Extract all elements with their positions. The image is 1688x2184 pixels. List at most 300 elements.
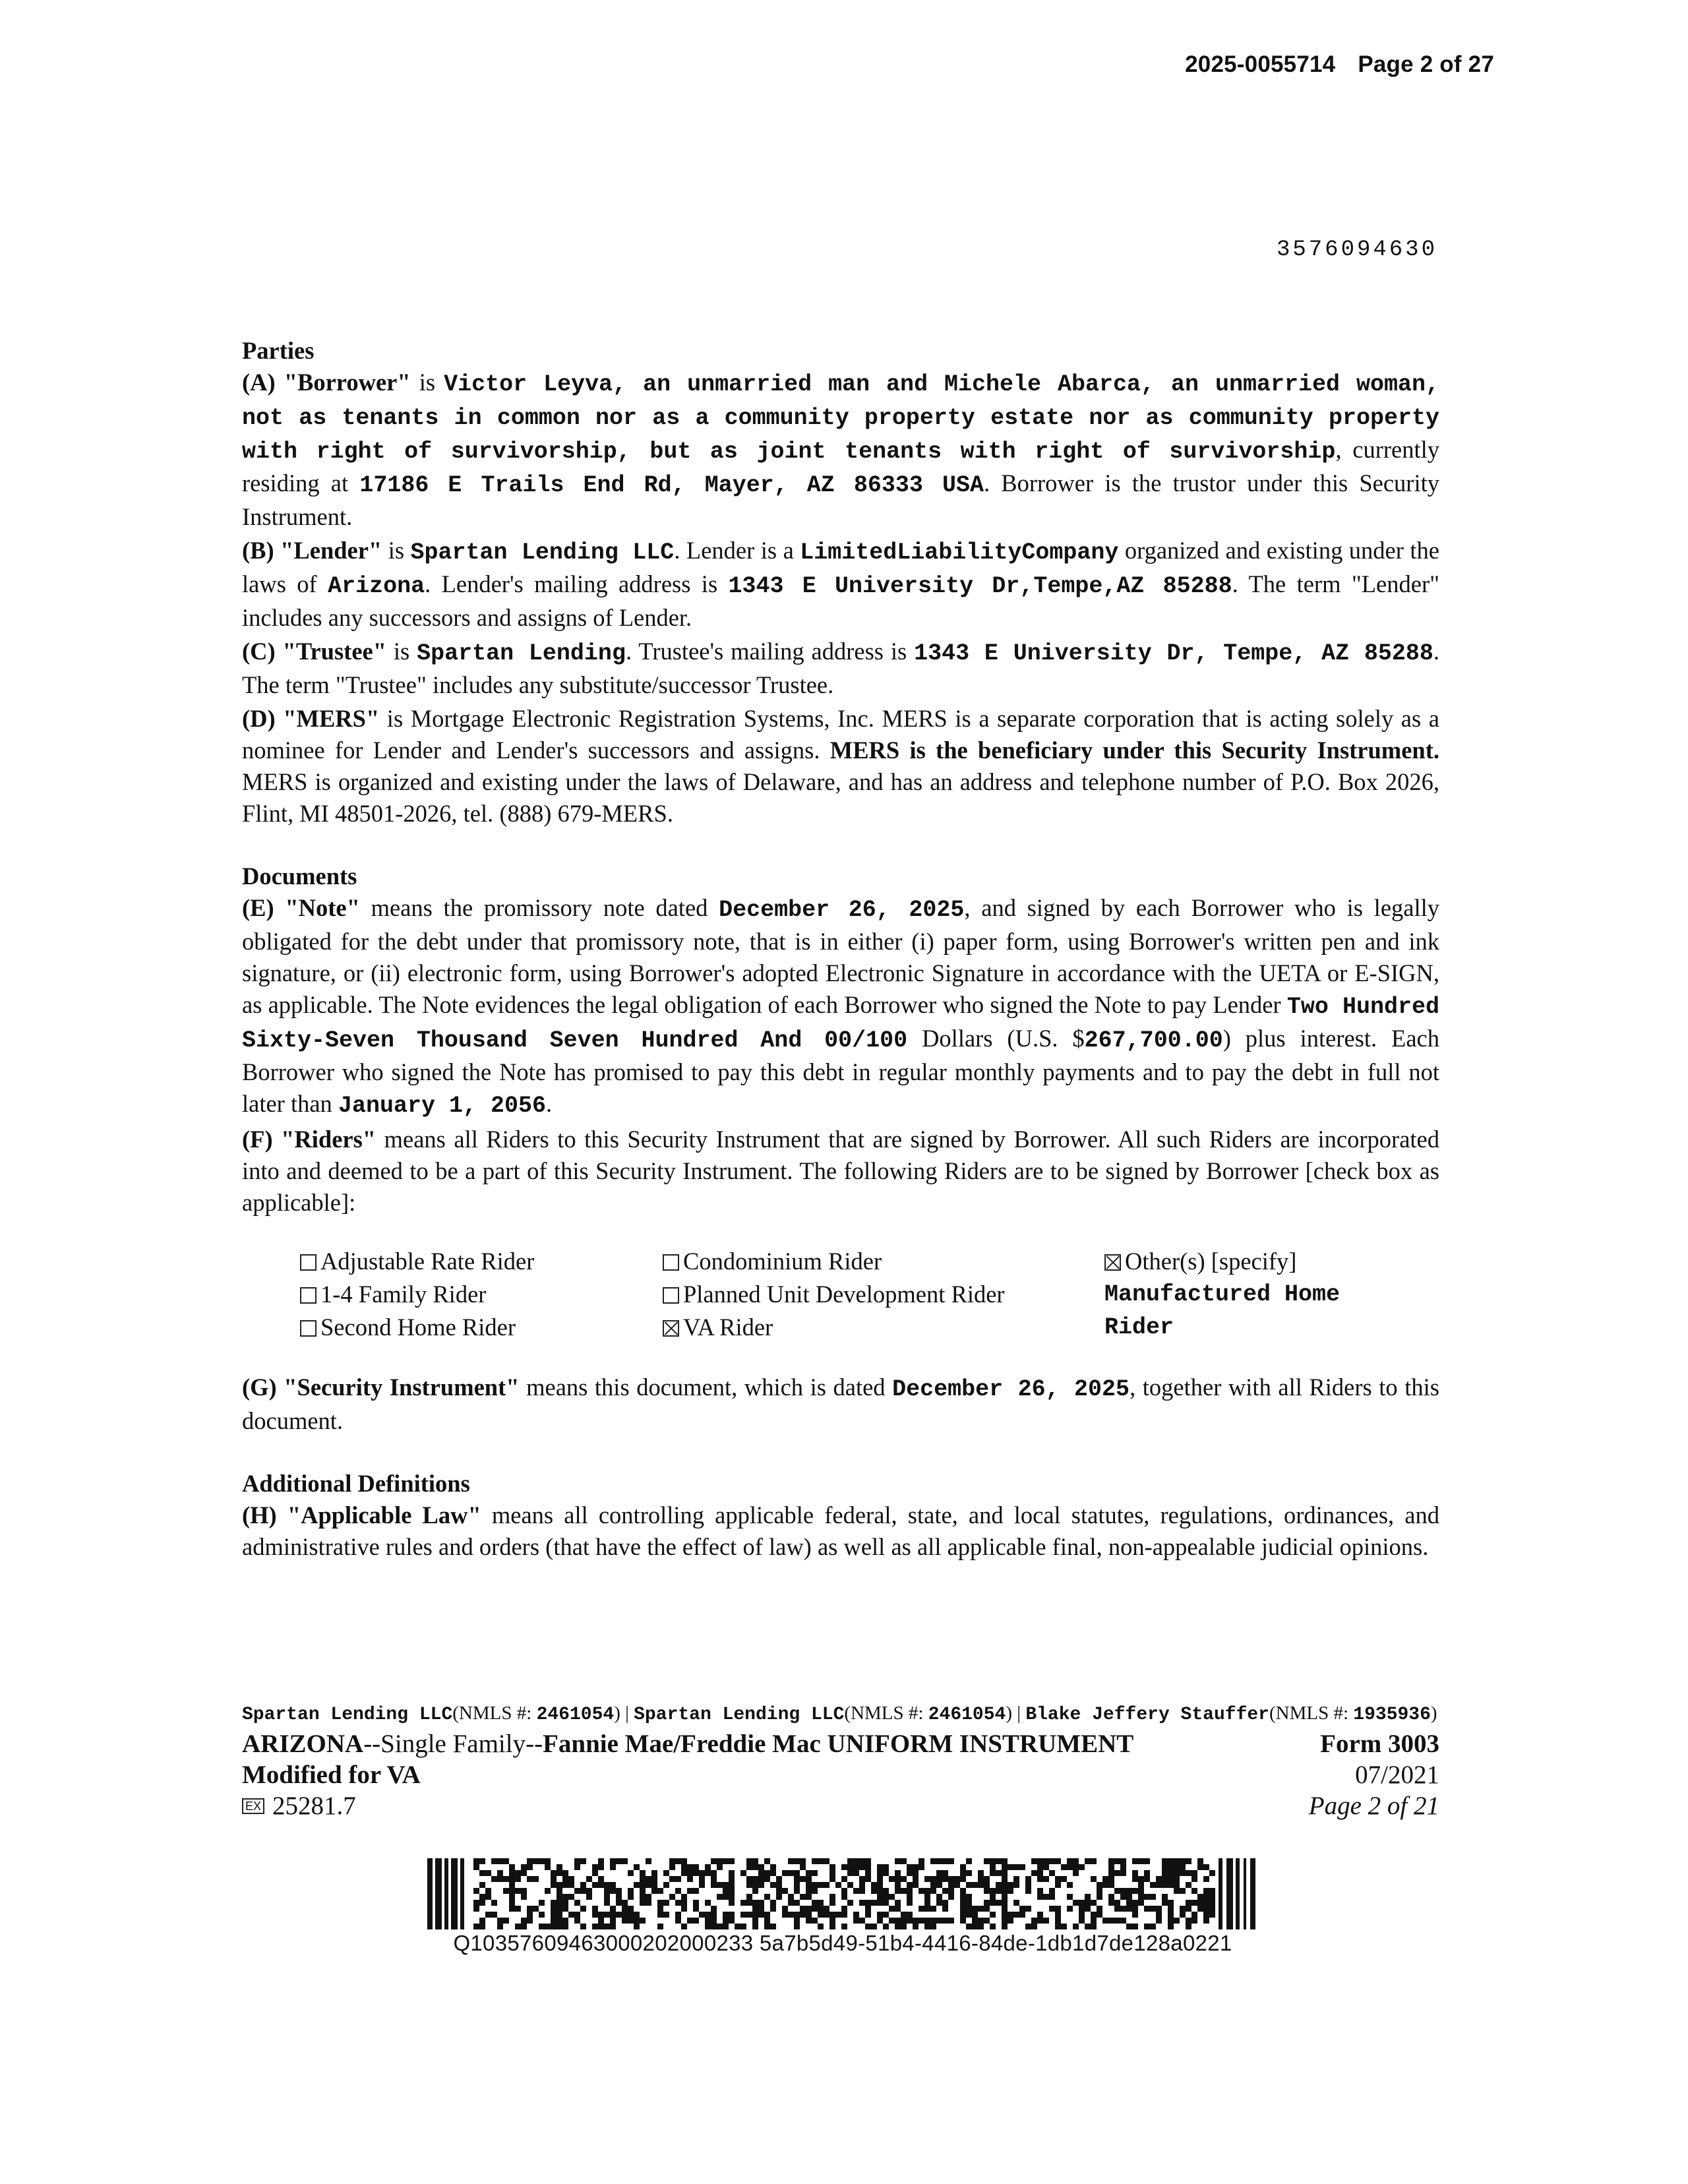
barcode-module: [628, 1888, 634, 1894]
barcode-module: [1168, 1900, 1174, 1906]
barcode-module: [1203, 1918, 1209, 1924]
barcode-module: [1144, 1924, 1150, 1929]
barcode-module: [835, 1882, 841, 1888]
barcode-module: [746, 1894, 752, 1900]
barcode-module: [1073, 1858, 1079, 1864]
barcode-module: [717, 1924, 723, 1929]
barcode-module: [497, 1876, 503, 1882]
barcode-module: [717, 1894, 723, 1900]
barcode-module: [687, 1876, 693, 1882]
barcode-module: [693, 1864, 699, 1870]
barcode-module: [1025, 1876, 1031, 1882]
barcode-module: [764, 1858, 770, 1864]
barcode-module: [533, 1858, 539, 1864]
barcode-module: [1132, 1900, 1138, 1906]
barcode-module: [895, 1882, 901, 1888]
barcode-module: [758, 1900, 764, 1906]
barcode-module: [889, 1906, 895, 1912]
barcode-module: [812, 1858, 818, 1864]
barcode-module: [460, 1858, 464, 1929]
barcode-module: [435, 1858, 442, 1929]
barcode-module: [723, 1894, 729, 1900]
trustee-label: (C) "Trustee": [242, 638, 386, 665]
barcode-module: [1162, 1876, 1168, 1882]
form-date: 07/2021: [1355, 1761, 1439, 1789]
barcode-module: [972, 1912, 978, 1918]
barcode-module: [907, 1900, 913, 1906]
barcode-module: [1203, 1876, 1209, 1882]
barcode-module: [841, 1864, 847, 1870]
barcode-module: [1085, 1906, 1091, 1912]
barcode-module: [681, 1894, 687, 1900]
barcode-module: [746, 1858, 752, 1864]
barcode-module: [829, 1918, 835, 1924]
barcode-module: [1031, 1870, 1037, 1876]
barcode-module: [1162, 1858, 1168, 1864]
barcode-module: [919, 1858, 924, 1864]
barcode-module: [551, 1870, 557, 1876]
barcode-module: [1037, 1888, 1043, 1894]
barcode-module: [663, 1882, 669, 1888]
barcode-module: [1132, 1912, 1138, 1918]
barcode-module: [616, 1912, 622, 1918]
barcode-module: [960, 1918, 966, 1924]
barcode-module: [1126, 1894, 1132, 1900]
barcode-module: [794, 1900, 800, 1906]
barcode-module: [527, 1918, 533, 1924]
barcode-module: [1174, 1918, 1180, 1924]
barcode-module: [687, 1870, 693, 1876]
barcode-module: [752, 1882, 758, 1888]
barcode-module: [901, 1858, 907, 1864]
barcode-module: [1209, 1870, 1215, 1876]
barcode-module: [1162, 1864, 1168, 1870]
barcode-module: [604, 1882, 610, 1888]
security-instrument-definition: (G) "Security Instrument" means this document, which is dated December 26, 2025, together with all Riders to this document.: [242, 1374, 1439, 1434]
barcode-module: [806, 1912, 812, 1918]
barcode-module: [1186, 1882, 1191, 1888]
barcode-module: [699, 1876, 705, 1882]
checkbox-checked-icon[interactable]: [663, 1320, 679, 1337]
barcode-module: [485, 1870, 491, 1876]
section-title-additional-definitions: Additional Definitions: [242, 1470, 470, 1497]
barcode-module: [1091, 1924, 1097, 1929]
barcode-module: [1061, 1864, 1067, 1870]
barcode-module: [895, 1924, 901, 1929]
barcode-module: [824, 1912, 829, 1918]
barcode-module: [646, 1882, 651, 1888]
checkbox-checked-icon[interactable]: [1104, 1254, 1121, 1271]
barcode-module: [895, 1888, 901, 1894]
barcode-module: [634, 1918, 640, 1924]
barcode-module: [580, 1906, 586, 1912]
barcode-module: [883, 1900, 889, 1906]
barcode-module: [984, 1858, 990, 1864]
barcode-module: [865, 1906, 871, 1912]
barcode-module: [1008, 1864, 1013, 1870]
barcode-module: [806, 1870, 812, 1876]
barcode-module: [1102, 1918, 1108, 1924]
barcode-module: [562, 1906, 568, 1912]
barcode-module: [473, 1906, 479, 1912]
barcode-module: [895, 1876, 901, 1882]
barcode-module: [1138, 1894, 1144, 1900]
rider-1-4-family[interactable]: 1-4 Family Rider: [300, 1278, 663, 1311]
security-instrument-label: (G) "Security Instrument": [242, 1374, 520, 1401]
barcode-module: [1168, 1882, 1174, 1888]
barcode-module: [1002, 1864, 1008, 1870]
barcode-module: [960, 1888, 966, 1894]
barcode-module: [1162, 1894, 1168, 1900]
barcode-module: [752, 1858, 758, 1864]
checkbox-unchecked-icon[interactable]: [300, 1320, 316, 1337]
barcode-module: [1191, 1876, 1197, 1882]
checkbox-unchecked-icon[interactable]: [663, 1287, 679, 1304]
barcode-module: [598, 1864, 604, 1870]
barcode-module: [1168, 1912, 1174, 1918]
barcode-module: [752, 1876, 758, 1882]
barcode-module: [829, 1876, 835, 1882]
barcode-module: [740, 1870, 746, 1876]
barcode-module: [699, 1882, 705, 1888]
barcode-module: [930, 1906, 936, 1912]
barcode-module: [984, 1888, 990, 1894]
barcode-module: [1180, 1888, 1186, 1894]
barcode-module: [960, 1894, 966, 1900]
barcode-module: [889, 1876, 895, 1882]
barcode-module: [1174, 1864, 1180, 1870]
document-body: [242, 335, 1439, 1565]
barcode-module: [996, 1888, 1002, 1894]
barcode-module: [800, 1894, 806, 1900]
note-definition: (E) "Note" means the promissory note dated December 26, 2025, and signed by each Borrower who is legally obligated for the debt under that promissory note, that is in either (i) paper form, using Borrower's written pen and ink signature, or (ii) electronic form, using Borrower's adopted Electronic Signature in accordance with the UETA or E-SIGN, as applicable. The Note evidences the legal obligation of each Borrower who signed the Note to pay Lender Two Hundred Sixty-Seven Thousand Seven Hundred And 00/100 Dollars (U.S. $267,700.00) plus interest. Each Borrower who signed the Note has promised to pay this debt in regular monthly payments and to pay the debt in full not later than January 1, 2056.: [242, 894, 1440, 1119]
barcode-module: [562, 1900, 568, 1906]
barcode-module: [1002, 1912, 1008, 1918]
barcode-module: [794, 1888, 800, 1894]
barcode-module: [895, 1900, 901, 1906]
barcode-module: [640, 1900, 646, 1906]
barcode-module: [634, 1864, 640, 1870]
barcode-module: [681, 1864, 687, 1870]
barcode-module: [758, 1864, 764, 1870]
barcode-module: [497, 1924, 503, 1929]
barcode-module: [942, 1918, 948, 1924]
barcode-module: [841, 1906, 847, 1912]
barcode-module: [877, 1876, 883, 1882]
barcode-module: [657, 1912, 663, 1918]
barcode-module: [681, 1924, 687, 1929]
barcode-module: [1043, 1858, 1049, 1864]
barcode-module: [990, 1894, 996, 1900]
rider-condominium[interactable]: Condominium Rider: [663, 1245, 1104, 1278]
barcode-module: [651, 1870, 657, 1876]
barcode-module: [711, 1882, 717, 1888]
barcode-module: [936, 1918, 942, 1924]
barcode-module: [1002, 1888, 1008, 1894]
barcode-module: [1055, 1858, 1061, 1864]
page-label: Page 2 of 27: [1358, 51, 1494, 77]
barcode-module: [1108, 1864, 1114, 1870]
barcode-module: [509, 1894, 515, 1900]
barcode-module: [1120, 1888, 1126, 1894]
barcode-module: [1013, 1876, 1019, 1882]
barcode-module: [841, 1924, 847, 1929]
barcode-module: [545, 1864, 551, 1870]
barcode-module: [491, 1900, 497, 1906]
barcode-module: [1174, 1882, 1180, 1888]
barcode-module: [735, 1924, 740, 1929]
barcode-module: [948, 1876, 954, 1882]
borrower-address: 17186 E Trails End Rd, Mayer, AZ 86333 USA: [359, 472, 984, 499]
barcode-module: [729, 1918, 735, 1924]
barcode-module: [491, 1876, 497, 1882]
barcode-module: [646, 1858, 651, 1864]
barcode-module: [586, 1888, 592, 1894]
barcode-module: [729, 1894, 735, 1900]
barcode-module: [711, 1912, 717, 1918]
barcode-module: [539, 1924, 545, 1929]
barcode-module: [770, 1882, 776, 1888]
barcode-module: [1138, 1858, 1144, 1864]
barcode-module: [723, 1918, 729, 1924]
barcode-module: [473, 1924, 479, 1929]
barcode-module: [1197, 1858, 1203, 1864]
barcode-module: [984, 1906, 990, 1912]
barcode-module: [551, 1924, 557, 1929]
barcode-module: [746, 1882, 752, 1888]
barcode-module: [764, 1870, 770, 1876]
barcode-module: [782, 1870, 788, 1876]
barcode-module: [907, 1894, 913, 1900]
barcode-module: [509, 1888, 515, 1894]
barcode-module: [551, 1876, 557, 1882]
barcode-module: [877, 1888, 883, 1894]
barcode-module: [788, 1870, 794, 1876]
rider-adjustable-rate[interactable]: Adjustable Rate Rider: [300, 1245, 663, 1278]
barcode-module: [568, 1876, 574, 1882]
rider-planned-unit-development[interactable]: Planned Unit Development Rider: [663, 1278, 1104, 1311]
barcode-module: [966, 1912, 972, 1918]
barcode-module: [533, 1876, 539, 1882]
barcode-module: [729, 1888, 735, 1894]
barcode-module: [972, 1906, 978, 1912]
barcode-module: [1055, 1912, 1061, 1918]
barcode-module: [1002, 1870, 1008, 1876]
barcode-module: [889, 1894, 895, 1900]
barcode-module: [960, 1876, 966, 1882]
barcode-module: [675, 1912, 681, 1918]
barcode-module: [865, 1924, 871, 1929]
barcode-module: [1186, 1918, 1191, 1924]
barcode-module: [1037, 1870, 1043, 1876]
barcode-module: [1097, 1882, 1102, 1888]
barcode-module: [948, 1882, 954, 1888]
barcode-module: [1132, 1876, 1138, 1882]
barcode-module: [960, 1906, 966, 1912]
barcode-module: [966, 1894, 972, 1900]
barcode-module: [1150, 1906, 1156, 1912]
barcode-module: [746, 1876, 752, 1882]
barcode-module: [628, 1894, 634, 1900]
barcode-module: [640, 1894, 646, 1900]
barcode-module: [758, 1912, 764, 1918]
barcode-module: [1108, 1918, 1114, 1924]
barcode-module: [770, 1900, 776, 1906]
riders-definition: (F) "Riders" means all Riders to this Security Instrument that are signed by Borrower. All such Riders are incorporated into and deemed to be a part of this Security Instrument. The following Riders are to be signed by Borrower [check box as applicable]:: [242, 1126, 1439, 1216]
barcode-module: [1203, 1864, 1209, 1870]
riders-column-3: [1104, 1245, 1447, 1344]
barcode-module: [669, 1894, 675, 1900]
barcode-module: [509, 1906, 515, 1912]
barcode-module: [557, 1882, 562, 1888]
barcode-module: [1132, 1924, 1138, 1929]
barcode-module: [729, 1912, 735, 1918]
barcode-module: [1209, 1888, 1215, 1894]
barcode-module: [545, 1924, 551, 1929]
barcode-module: [473, 1900, 479, 1906]
barcode-module: [628, 1912, 634, 1918]
barcode-module: [1067, 1906, 1073, 1912]
barcode-module: [812, 1906, 818, 1912]
barcode-module: [574, 1888, 580, 1894]
barcode-module: [1174, 1888, 1180, 1894]
barcode-module: [758, 1906, 764, 1912]
barcode-module: [557, 1924, 562, 1929]
barcode-module: [1186, 1924, 1191, 1929]
barcode-module: [723, 1888, 729, 1894]
barcode-module: [913, 1924, 919, 1929]
barcode-module: [794, 1918, 800, 1924]
barcode-module: [592, 1906, 598, 1912]
barcode-module: [907, 1912, 913, 1918]
barcode-module: [640, 1882, 646, 1888]
barcode-module: [740, 1900, 746, 1906]
barcode-module: [1013, 1864, 1019, 1870]
barcode-module: [1079, 1912, 1085, 1918]
barcode-module: [545, 1858, 551, 1864]
barcode-module: [794, 1858, 800, 1864]
barcode-module: [1097, 1912, 1102, 1918]
form-doc-code: EX 25281.7: [242, 1790, 1231, 1821]
barcode-module: [794, 1870, 800, 1876]
barcode-module: [1186, 1870, 1191, 1876]
barcode-module: [610, 1924, 616, 1929]
barcode-module: [699, 1912, 705, 1918]
barcode-module: [1132, 1858, 1138, 1864]
barcode-module: [812, 1882, 818, 1888]
barcode-module: [936, 1870, 942, 1876]
barcode-module: [776, 1882, 782, 1888]
form-identification: [242, 1728, 1439, 1821]
barcode-module: [978, 1918, 984, 1924]
barcode-module: [818, 1900, 824, 1906]
form-page: Page 2 of 21: [1308, 1792, 1439, 1820]
barcode-module: [990, 1900, 996, 1906]
barcode-module: [972, 1918, 978, 1924]
mers-definition: (D) "MERS" is Mortgage Electronic Registration Systems, Inc. MERS is a separate corporation that is acting solely as a nominee for Lender and Lender's successors and assigns. MERS is the beneficiary under this Security Instrument. MERS is organized and existing under the laws of Delaware, and has an address and telephone number of P.O. Box 2026, Flint, MI 48501-2026, tel. (888) 679-MERS.: [242, 705, 1439, 827]
barcode-module: [788, 1894, 794, 1900]
barcode-module: [806, 1906, 812, 1912]
barcode-module: [1079, 1864, 1085, 1870]
barcode-module: [1019, 1864, 1025, 1870]
checkbox-unchecked-icon[interactable]: [300, 1287, 316, 1304]
barcode-module: [1055, 1876, 1061, 1882]
barcode-module: [669, 1858, 675, 1864]
barcode-module: [942, 1858, 948, 1864]
barcode-module: [859, 1858, 865, 1864]
barcode-module: [1067, 1894, 1073, 1900]
rider-second-home[interactable]: Second Home Rider: [300, 1311, 663, 1344]
barcode-module: [770, 1864, 776, 1870]
barcode-module: [473, 1864, 479, 1870]
barcode-module: [954, 1882, 960, 1888]
barcode-module: [746, 1900, 752, 1906]
barcode-module: [657, 1900, 663, 1906]
checkbox-unchecked-icon[interactable]: [663, 1254, 679, 1271]
barcode-module: [1061, 1876, 1067, 1882]
section-title-documents: Documents: [242, 863, 357, 890]
barcode-module: [562, 1876, 568, 1882]
riders-checklist: [300, 1245, 1439, 1344]
barcode-module: [818, 1924, 824, 1929]
barcode-module: [990, 1924, 996, 1929]
barcode-module: [1168, 1906, 1174, 1912]
barcode-module: [1019, 1912, 1025, 1918]
barcode-module: [847, 1900, 853, 1906]
barcode-module: [1209, 1906, 1215, 1912]
barcode-module: [1008, 1912, 1013, 1918]
lender-label: (B) "Lender": [242, 537, 382, 564]
barcode-module: [1085, 1858, 1091, 1864]
barcode-module: [942, 1876, 948, 1882]
barcode-module: [853, 1870, 859, 1876]
barcode-module: [800, 1912, 806, 1918]
barcode-module: [1191, 1912, 1197, 1918]
barcode-module: [883, 1864, 889, 1870]
barcode-module: [610, 1864, 616, 1870]
barcode-module: [515, 1906, 521, 1912]
barcode-module: [646, 1894, 651, 1900]
barcode-module: [705, 1864, 711, 1870]
barcode-module: [628, 1870, 634, 1876]
barcode-module: [752, 1924, 758, 1929]
barcode-module: [616, 1900, 622, 1906]
barcode-module: [1002, 1900, 1008, 1906]
barcode-module: [568, 1912, 574, 1918]
rider-va[interactable]: VA Rider: [663, 1311, 1104, 1344]
barcode-module: [551, 1912, 557, 1918]
barcode-module: [1067, 1858, 1073, 1864]
barcode-module: [515, 1870, 521, 1876]
barcode-module: [723, 1882, 729, 1888]
barcode-module: [818, 1912, 824, 1918]
barcode-module: [740, 1924, 746, 1929]
barcode-module: [509, 1870, 515, 1876]
lender-entity-type: LimitedLiabilityCompany: [800, 539, 1119, 566]
barcode-module: [996, 1870, 1002, 1876]
barcode-module: [1162, 1870, 1168, 1876]
barcode-module: [853, 1912, 859, 1918]
barcode-module: [758, 1882, 764, 1888]
barcode-module: [1191, 1900, 1197, 1906]
barcode-module: [663, 1900, 669, 1906]
barcode-module: [788, 1912, 794, 1918]
barcode-module: [924, 1876, 930, 1882]
barcode-module: [930, 1924, 936, 1929]
checkbox-unchecked-icon[interactable]: [300, 1254, 316, 1271]
rider-other[interactable]: Other(s) [specify]: [1104, 1245, 1447, 1278]
barcode-module: [646, 1900, 651, 1906]
